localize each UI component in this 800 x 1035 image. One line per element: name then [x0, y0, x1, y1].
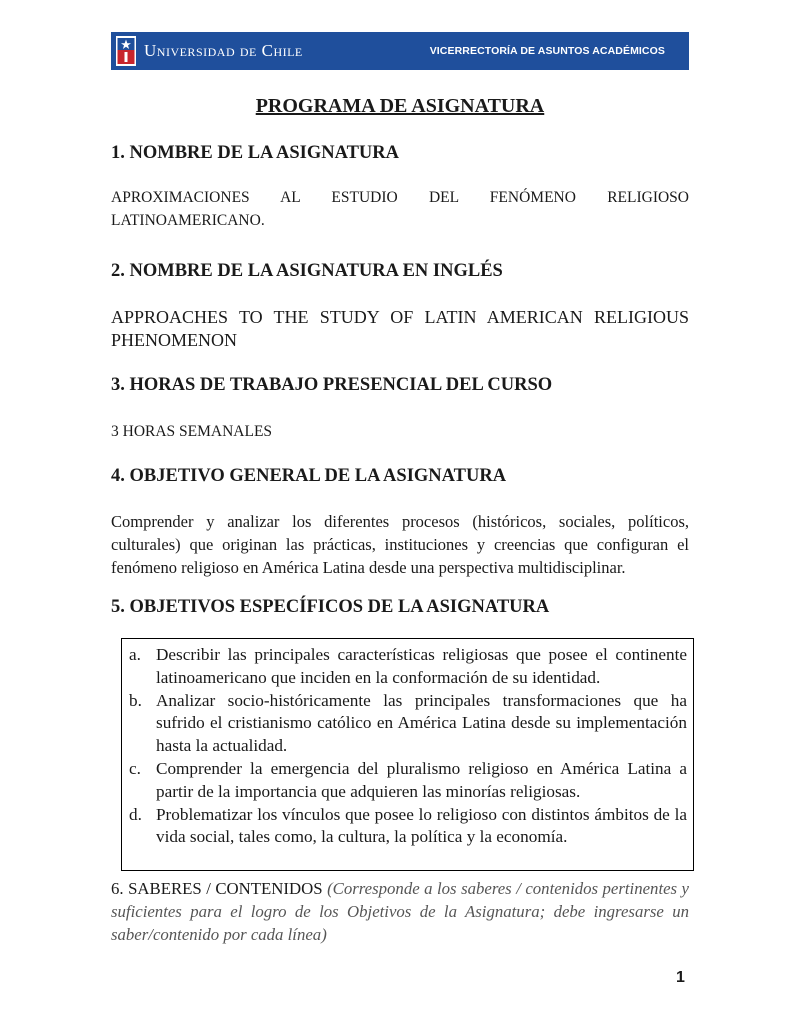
section-4-heading: 4. OBJETIVO GENERAL DE LA ASIGNATURA	[111, 466, 507, 486]
list-item	[129, 758, 687, 804]
item-letter: d.	[129, 804, 142, 824]
section-3-text: 3 HORAS SEMANALES	[111, 423, 273, 440]
item-text: Describir las principales características religiosas que posee el continente latinoamericano que inciden en la conformación de su identidad.	[156, 645, 687, 687]
section-6	[111, 877, 689, 946]
header-banner	[111, 32, 689, 70]
item-letter: c.	[129, 758, 141, 778]
item-text: Problematizar los vínculos que posee lo religioso con distintos ámbitos de la vida social, tales como, la cultura, la política y la economía.	[156, 804, 687, 847]
list-item	[129, 644, 687, 690]
item-letter: a.	[129, 645, 141, 664]
unit-name: VICERRECTORÍA DE ASUNTOS ACADÉMICOS	[429, 45, 665, 57]
item-text: Analizar socio-históricamente las principales transformaciones que ha sufrido el cristianismo católico en América Latina desde su implementación hasta la actualidad.	[156, 690, 687, 756]
page-title: PROGRAMA DE ASIGNATURA	[255, 95, 545, 117]
section-2-heading: 2. NOMBRE DE LA ASIGNATURA EN INGLÉS	[111, 261, 503, 281]
section-4-text: Comprender y analizar los diferentes procesos (históricos, sociales, políticos, culturales) que originan las prácticas, instituciones y creencias que configuran el fenómeno religioso en América Latina desde una perspectiva multidisciplinar.	[111, 512, 689, 577]
item-text: Comprender la emergencia del pluralismo religioso en América Latina a partir de la importancia que adquieren las minorías religiosas.	[156, 758, 687, 801]
section-3-heading: 3. HORAS DE TRABAJO PRESENCIAL DEL CURSO	[111, 375, 553, 395]
specific-objectives-list	[122, 639, 693, 849]
item-letter: b.	[129, 690, 142, 710]
list-item	[129, 804, 687, 850]
section-1-heading: 1. NOMBRE DE LA ASIGNATURA	[111, 143, 399, 163]
section-5-heading: 5. OBJETIVOS ESPECÍFICOS DE LA ASIGNATURA	[111, 597, 550, 617]
section-1-text: APROXIMACIONES AL ESTUDIO DEL FENÓMENO RELIGIOSO LATINOAMERICANO.	[111, 189, 689, 229]
university-name: Universidad de Chile	[144, 41, 303, 60]
university-crest-icon	[116, 36, 136, 66]
section-6-note: (Corresponde a los saberes / contenidos pertinentes y suficientes para el logro de los Objetivos de la Asignatura; debe ingresarse un saber/contenido por cada línea)	[111, 879, 690, 944]
list-item	[129, 690, 687, 758]
section-2-text: APPROACHES TO THE STUDY OF LATIN AMERICAN RELIGIOUS PHENOMENON	[111, 307, 689, 350]
section-6-heading: 6. SABERES / CONTENIDOS	[111, 879, 323, 898]
specific-objectives-box	[121, 638, 694, 871]
page-number: 1	[676, 969, 685, 986]
